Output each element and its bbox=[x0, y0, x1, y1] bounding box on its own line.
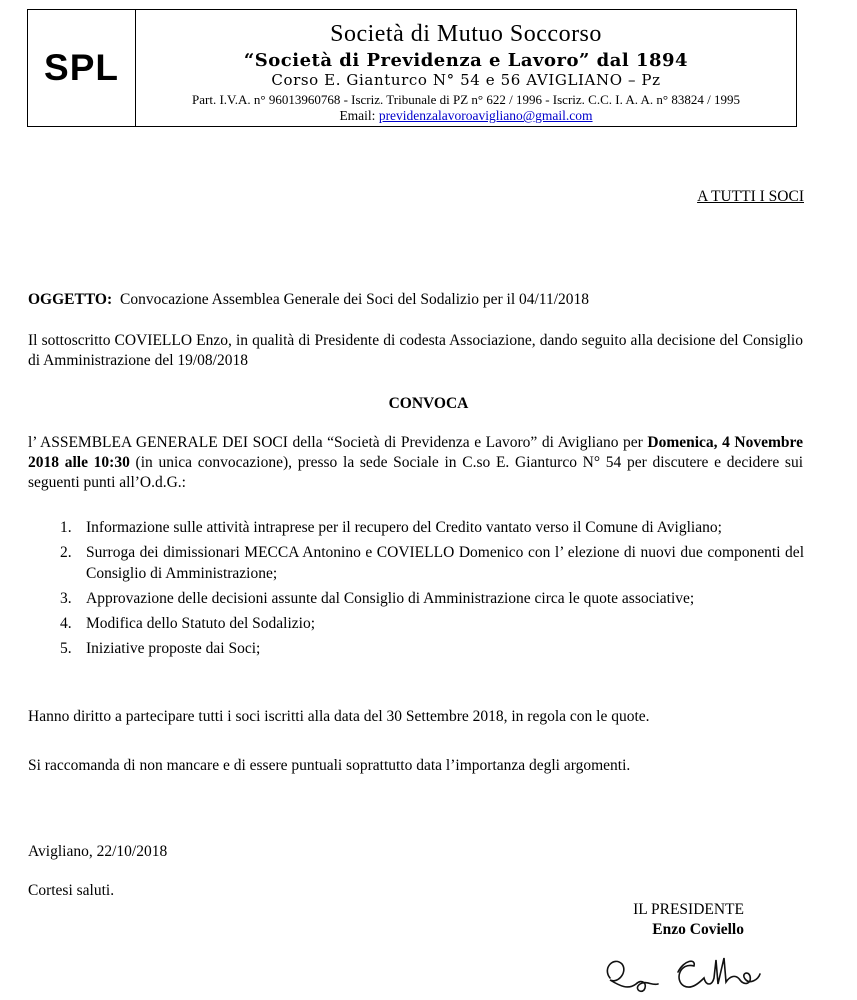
organization-subtitle: “Società di Previdenza e Lavoro” dal 1894 bbox=[243, 50, 689, 71]
assembly-date: Domenica, 4 Novembre 2018 alle 10:30 bbox=[28, 434, 804, 471]
signature-role: IL PRESIDENTE bbox=[633, 901, 744, 918]
letterhead-info bbox=[136, 10, 796, 126]
place-date: Avigliano, 22/10/2018 bbox=[28, 843, 168, 860]
signature-name: Enzo Coviello bbox=[652, 921, 744, 938]
agenda-item: 1. Informazione sulle attività intraprese per il recupero del Credito vantato verso il Comune di Avigliano; bbox=[60, 519, 722, 536]
organization-email bbox=[136, 108, 796, 124]
subject-line bbox=[28, 290, 589, 310]
organization-title: Società di Mutuo Soccorso bbox=[330, 21, 602, 47]
recipients: A TUTTI I SOCI bbox=[697, 188, 804, 205]
handwritten-signature bbox=[600, 950, 775, 995]
agenda-item: 4. Modifica dello Statuto del Sodalizio; bbox=[60, 615, 316, 632]
convoca-heading: CONVOCA bbox=[388, 395, 469, 412]
intro-paragraph: Il sottoscritto COVIELLO Enzo, in qualità di Presidente di codesta Associazione, dando seguito alla decisione del Consiglio di Amministrazione del 19/08/2018 bbox=[28, 332, 803, 369]
subject-label: OGGETTO: bbox=[28, 291, 113, 308]
agenda-item: 3. Approvazione delle decisioni assunte dal Consiglio di Amministrazione circa le quote associative; bbox=[60, 590, 695, 607]
letterhead bbox=[27, 9, 797, 127]
eligibility-paragraph: Hanno diritto a partecipare tutti i soci iscritti alla data del 30 Settembre 2018, in regola con le quote. bbox=[28, 708, 650, 725]
email-label: Email: bbox=[339, 108, 376, 123]
signature-block bbox=[633, 900, 744, 940]
logo: SPL bbox=[28, 10, 136, 126]
organization-legal-info: Part. I.V.A. n° 96013960768 - Iscriz. Tribunale di PZ n° 622 / 1996 - Iscriz. C.C. I. A. A. n° 83824 / 1995 bbox=[192, 92, 740, 107]
organization-address: Corso E. Gianturco N° 54 e 56 AVIGLIANO – Pz bbox=[271, 71, 661, 89]
agenda-item: 5. Iniziative proposte dai Soci; bbox=[60, 640, 261, 657]
email-link[interactable]: previdenzalavoroavigliano@gmail.com bbox=[378, 108, 593, 123]
subject-text: Convocazione Assemblea Generale dei Soci del Sodalizio per il 04/11/2018 bbox=[120, 291, 590, 308]
assembly-paragraph: l’ ASSEMBLEA GENERALE DEI SOCI della “Società di Previdenza e Lavoro” di Avigliano per Domenica, 4 Novembre 2018 alle 10:30 (in unica convocazione), presso la sede Sociale in C.so E. Gianturco N° 54 per discutere e decidere sui seguenti punti all’O.d.G.: bbox=[28, 434, 804, 491]
recommendation-paragraph: Si raccomanda di non mancare e di essere puntuali soprattutto data l’importanza degli argomenti. bbox=[28, 757, 631, 774]
closing-greeting: Cortesi saluti. bbox=[28, 882, 115, 899]
agenda-list bbox=[60, 517, 804, 663]
agenda-item: 2. Surroga dei dimissionari MECCA Antonino e COVIELLO Domenico con l’ elezione di nuovi due componenti del Consiglio di Amministrazione; bbox=[60, 544, 804, 582]
